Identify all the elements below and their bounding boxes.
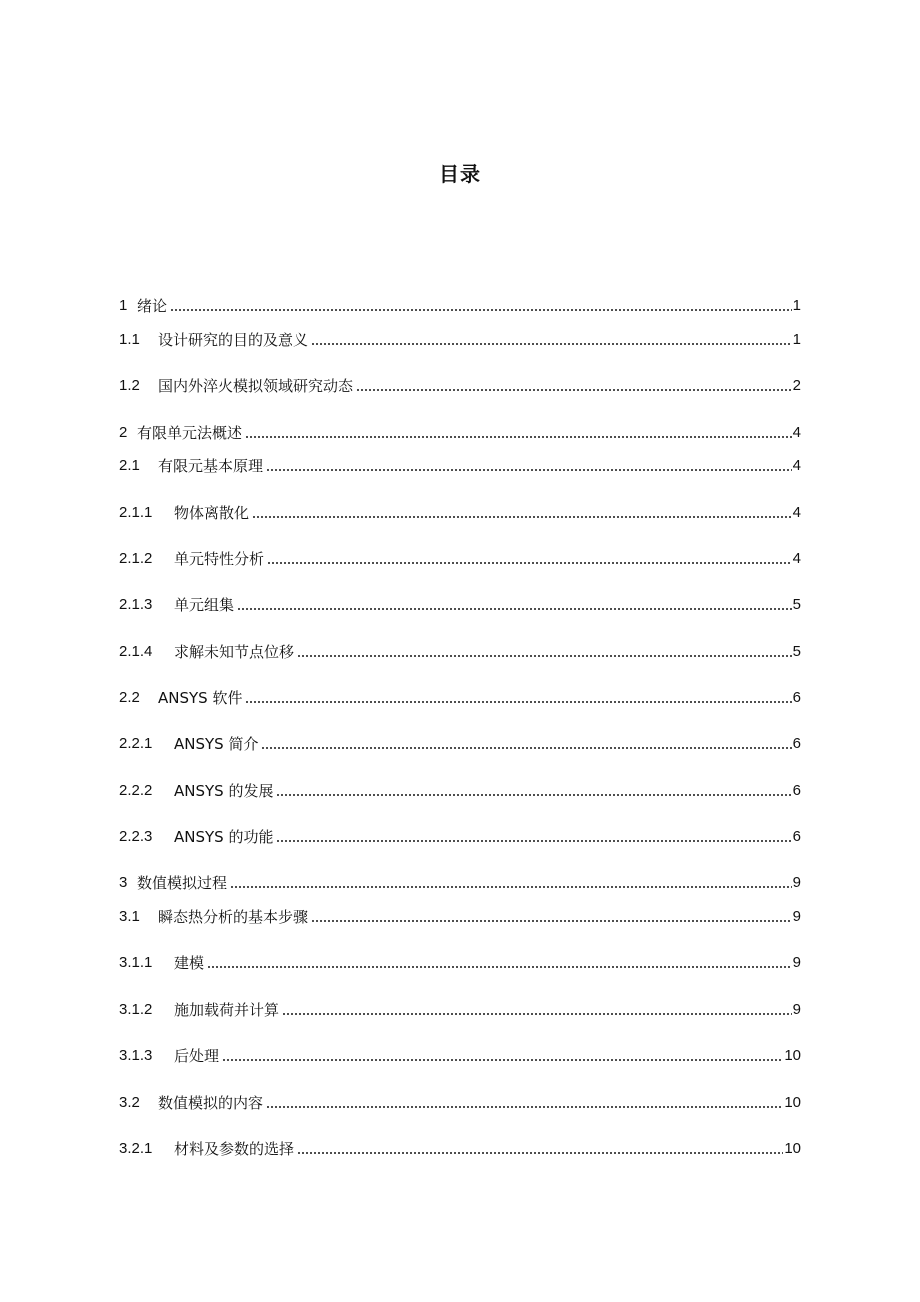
toc-entry-label: 后处理 bbox=[174, 1047, 220, 1065]
dot-leader bbox=[168, 295, 792, 317]
toc-entry-number: 1 bbox=[119, 297, 128, 314]
toc-entry-number: 1.2 bbox=[119, 377, 140, 394]
toc-entry[interactable] bbox=[119, 872, 801, 894]
toc-entry-label: 数值模拟的内容 bbox=[158, 1094, 264, 1112]
toc-entry-number: 3.2 bbox=[119, 1094, 140, 1111]
toc-entry-label: 设计研究的目的及意义 bbox=[158, 331, 309, 349]
toc-entry-label: ANSYS 的功能 bbox=[174, 828, 274, 846]
dot-leader bbox=[243, 687, 791, 709]
toc-entry-page: 6 bbox=[792, 735, 801, 752]
dot-leader bbox=[309, 906, 792, 928]
toc-entry-page: 1 bbox=[792, 331, 801, 348]
toc-entry-number: 2.1.1 bbox=[119, 504, 153, 521]
toc-entry-number: 2.2.3 bbox=[119, 828, 153, 845]
toc-entry-page: 1 bbox=[792, 297, 801, 314]
toc-entry-number: 3.1.1 bbox=[119, 954, 153, 971]
toc-entry-number: 2.1 bbox=[119, 457, 140, 474]
toc-entry-label: 施加载荷并计算 bbox=[174, 1001, 280, 1019]
toc-entry[interactable] bbox=[119, 548, 801, 570]
toc-entry[interactable] bbox=[119, 999, 801, 1021]
toc-entry[interactable] bbox=[119, 1092, 801, 1114]
toc-entry[interactable] bbox=[119, 1045, 801, 1067]
toc-entry[interactable] bbox=[119, 455, 801, 477]
toc-entry-page: 4 bbox=[792, 504, 801, 521]
toc-entry-page: 5 bbox=[792, 596, 801, 613]
dot-leader bbox=[280, 999, 792, 1021]
toc-entry-page: 10 bbox=[784, 1094, 801, 1111]
toc-entry-label: 单元特性分析 bbox=[174, 550, 265, 568]
dot-leader bbox=[265, 548, 792, 570]
toc-entry-number: 3.2.1 bbox=[119, 1140, 153, 1157]
toc-entry[interactable] bbox=[119, 687, 801, 709]
toc-entry[interactable] bbox=[119, 375, 801, 397]
toc-entry[interactable] bbox=[119, 952, 801, 974]
dot-leader bbox=[264, 455, 792, 477]
toc-entry-number: 2.2 bbox=[119, 689, 140, 706]
toc-entry-label: 建模 bbox=[174, 954, 205, 972]
toc-entry[interactable] bbox=[119, 906, 801, 928]
dot-leader bbox=[250, 502, 792, 524]
toc-entry-number: 2.1.2 bbox=[119, 550, 153, 567]
toc-entry-label: 有限元基本原理 bbox=[158, 457, 264, 475]
toc-entry-page: 10 bbox=[784, 1047, 801, 1064]
toc-entry[interactable] bbox=[119, 826, 801, 848]
dot-leader bbox=[205, 952, 792, 974]
toc-entry-number: 3.1 bbox=[119, 908, 140, 925]
dot-leader bbox=[220, 1045, 783, 1067]
toc-entry-number: 3 bbox=[119, 874, 128, 891]
toc-entry-page: 6 bbox=[792, 828, 801, 845]
toc-entry-number: 2 bbox=[119, 424, 128, 441]
toc-entry-page: 4 bbox=[792, 424, 801, 441]
toc-entry-page: 10 bbox=[784, 1140, 801, 1157]
dot-leader bbox=[295, 1138, 783, 1160]
toc-entry[interactable] bbox=[119, 329, 801, 351]
dot-leader bbox=[243, 422, 792, 444]
toc-entry-number: 3.1.3 bbox=[119, 1047, 153, 1064]
dot-leader bbox=[235, 594, 792, 616]
toc-entry-number: 1.1 bbox=[119, 331, 140, 348]
toc-entry-page: 9 bbox=[792, 1001, 801, 1018]
toc-entry[interactable] bbox=[119, 780, 801, 802]
toc-entry-label: ANSYS 简介 bbox=[174, 735, 259, 753]
toc-entry-number: 3.1.2 bbox=[119, 1001, 153, 1018]
toc-entry-page: 2 bbox=[792, 377, 801, 394]
toc-entry-page: 4 bbox=[792, 457, 801, 474]
toc-entry-label: 求解未知节点位移 bbox=[174, 643, 295, 661]
toc-entry-label: 材料及参数的选择 bbox=[174, 1140, 295, 1158]
toc-entry-page: 5 bbox=[792, 643, 801, 660]
dot-leader bbox=[354, 375, 792, 397]
toc-entry-page: 9 bbox=[792, 908, 801, 925]
toc-entry[interactable] bbox=[119, 295, 801, 317]
toc-entry[interactable] bbox=[119, 502, 801, 524]
dot-leader bbox=[295, 641, 792, 663]
toc-title: 目录 bbox=[439, 162, 481, 186]
toc-entry-label: 物体离散化 bbox=[174, 504, 250, 522]
toc-entry[interactable] bbox=[119, 422, 801, 444]
toc-entry-label: 单元组集 bbox=[174, 596, 235, 614]
toc-entry-label: 瞬态热分析的基本步骤 bbox=[158, 908, 309, 926]
toc-entry-label: ANSYS 软件 bbox=[158, 689, 243, 707]
dot-leader bbox=[274, 826, 791, 848]
toc-entry-number: 2.2.1 bbox=[119, 735, 153, 752]
toc-entry[interactable] bbox=[119, 594, 801, 616]
toc-entry-page: 9 bbox=[792, 954, 801, 971]
toc-entry-page: 9 bbox=[792, 874, 801, 891]
toc-entry-label: 有限单元法概述 bbox=[137, 424, 243, 442]
dot-leader bbox=[259, 733, 791, 755]
toc-entry[interactable] bbox=[119, 1138, 801, 1160]
toc-entry-number: 2.1.3 bbox=[119, 596, 153, 613]
toc-entry-number: 2.1.4 bbox=[119, 643, 153, 660]
toc-entry-label: ANSYS 的发展 bbox=[174, 782, 274, 800]
dot-leader bbox=[274, 780, 791, 802]
toc-entry-page: 6 bbox=[792, 782, 801, 799]
toc-entry-page: 4 bbox=[792, 550, 801, 567]
toc-entry[interactable] bbox=[119, 641, 801, 663]
dot-leader bbox=[228, 872, 792, 894]
toc-entry-label: 绪论 bbox=[137, 297, 168, 315]
toc-entry-number: 2.2.2 bbox=[119, 782, 153, 799]
dot-leader bbox=[264, 1092, 783, 1114]
toc-entry-label: 数值模拟过程 bbox=[137, 874, 228, 892]
dot-leader bbox=[309, 329, 792, 351]
toc-entry-page: 6 bbox=[792, 689, 801, 706]
toc-entry[interactable] bbox=[119, 733, 801, 755]
toc-entry-label: 国内外淬火模拟领域研究动态 bbox=[158, 377, 354, 395]
